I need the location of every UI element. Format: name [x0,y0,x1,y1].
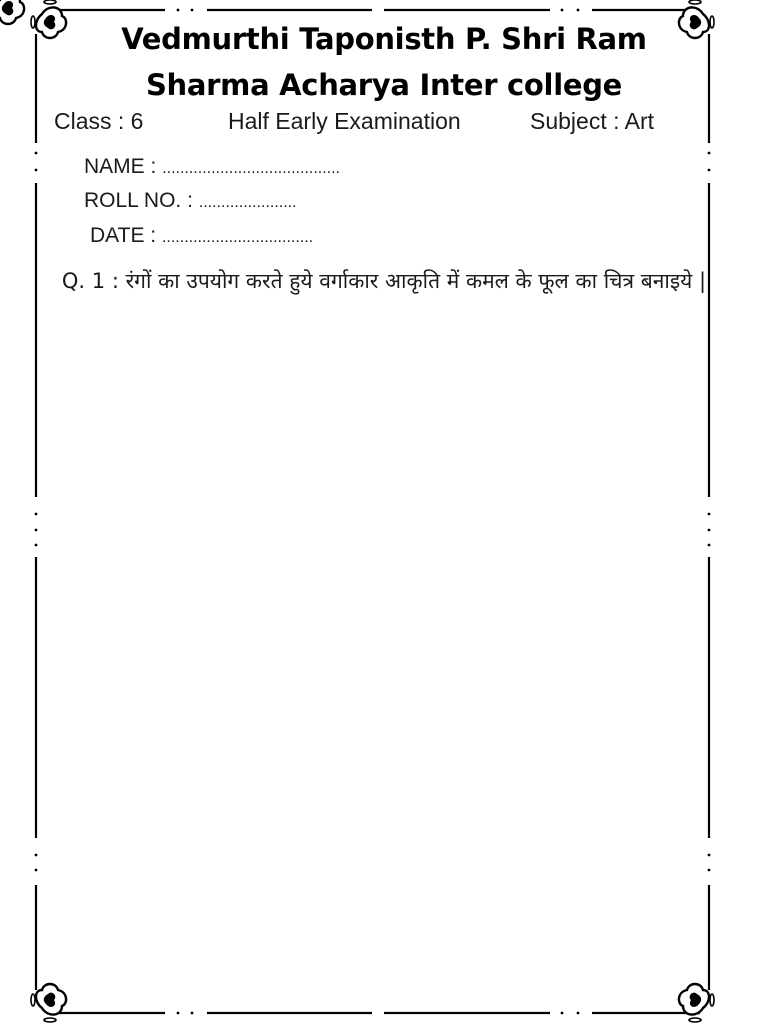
question-1 [50,266,718,297]
question-number: Q. 1 : [61,269,119,293]
school-name-line1: Vedmurthi Taponisth P. Shri Ram [121,22,647,56]
name-field [84,155,340,179]
roll-number-field [84,189,297,213]
date-field [90,224,313,248]
class-label: Class : 6 [54,108,144,134]
roll-blank: ...................... [198,194,297,211]
school-name-line2: Sharma Acharya Inter college [145,68,623,102]
name-label: NAME : [84,155,157,178]
question-text: रंगों का उपयोग करते हुये वर्गाकार आकृति में कमल के फूल का चित्र बनाइये | [125,269,707,293]
date-blank: .................................. [161,229,314,246]
roll-label: ROLL NO. : [84,189,193,212]
exam-name: Half Early Examination [228,108,461,134]
name-blank: ........................................ [162,160,340,177]
floral-corner-ornament [0,0,24,24]
date-label: DATE : [90,224,157,247]
subject-label: Subject : Art [530,108,655,134]
